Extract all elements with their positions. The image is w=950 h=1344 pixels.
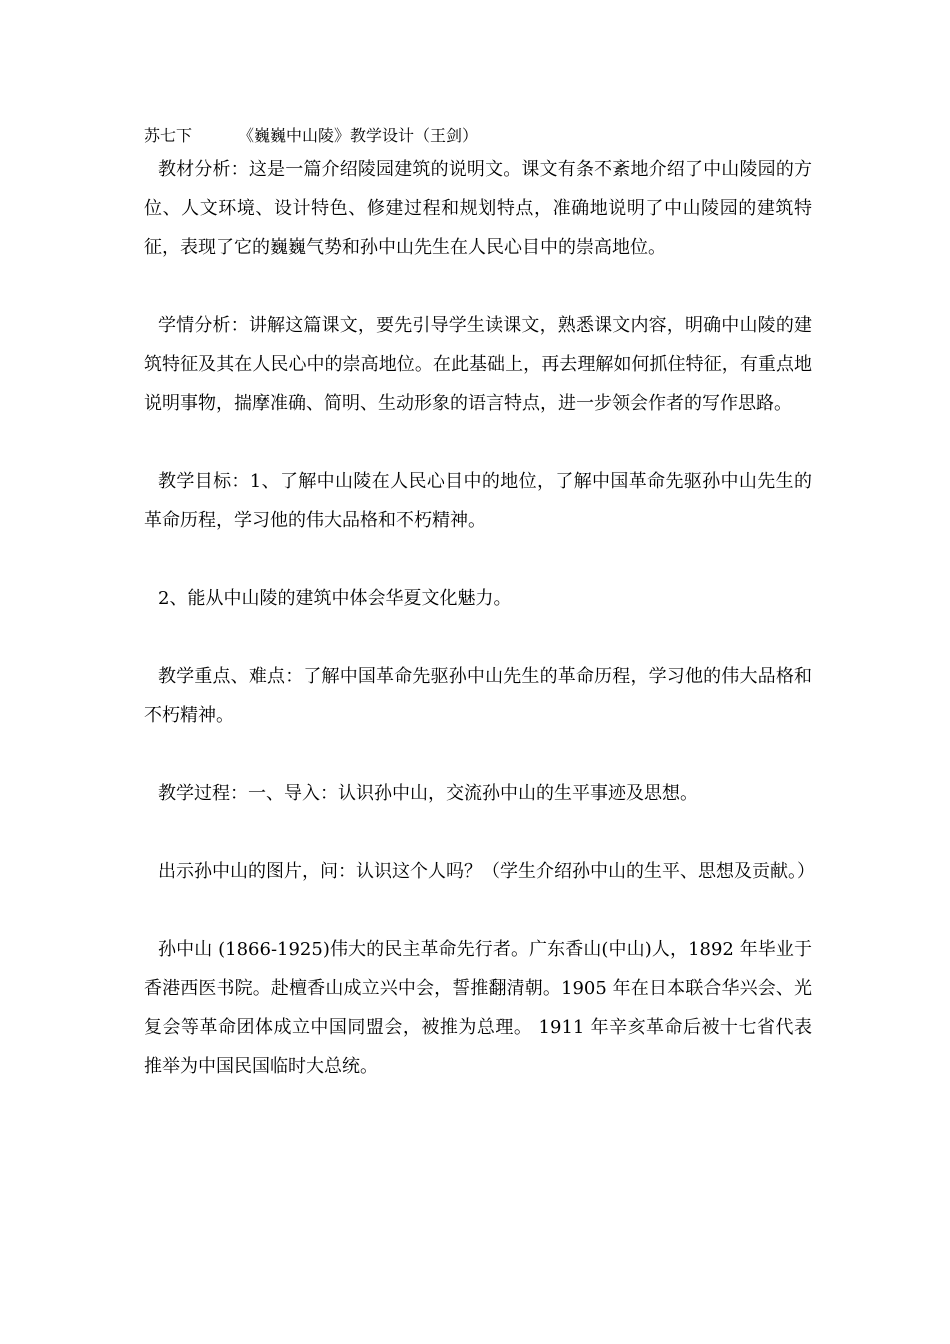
paragraph-student-analysis: 学情分析：讲解这篇课文，要先引导学生读课文，熟悉课文内容，明确中山陵的建筑特征及其在人民心中的崇高地位。在此基础上，再去理解如何抓住特征，有重点地说明事物，揣摩准确、简明、生动形象的语言特点，进一步领会作者的写作思路。 [144,315,812,414]
blank-line [144,735,812,774]
document-page [144,122,815,1086]
paragraph-textbook-analysis: 教材分析：这是一篇介绍陵园建筑的说明文。课文有条不紊地介绍了中山陵园的方位、人文环境、设计特色、修建过程和规划特点，准确地说明了中山陵园的建筑特征，表现了它的巍巍气势和孙中山先生在人民心目中的崇高地位。 [144,159,812,258]
paragraph-teaching-process: 教学过程：一、导入：认识孙中山，交流孙中山的生平事迹及思想。 [158,783,698,804]
paragraph-goal-two: 2、能从中山陵的建筑中体会华夏文化魅力。 [158,588,512,609]
grade-label: 苏七下 [144,126,193,145]
blank-line [144,267,812,306]
blank-line [144,891,812,930]
paragraph-show-picture: 出示孙中山的图片，问：认识这个人吗？（学生介绍孙中山的生平、思想及贡献。） [158,861,815,882]
document-title-line [144,122,812,150]
blank-line [144,540,812,579]
blank-line [144,423,812,462]
paragraph-key-points: 教学重点、难点：了解中国革命先驱孙中山先生的革命历程，学习他的伟大品格和不朽精神。 [144,666,812,726]
document-title: 《巍巍中山陵》教学设计（王剑） [238,126,479,145]
blank-line [144,618,812,657]
blank-line [144,813,812,852]
paragraph-sun-yat-sen-bio: 孙中山 (1866-1925)伟大的民主革命先行者。广东香山(中山)人，1892 年毕业于香港西医书院。赴檀香山成立兴中会，誓推翻清朝。1905 年在日本联合华兴会、光复会等革命团体成立中国同盟会，被推为总理。 1911 年辛亥革命后被十七省代表推举为中国民国临时大总统。 [144,939,812,1077]
paragraph-teaching-goals: 教学目标：1、了解中山陵在人民心目中的地位，了解中国革命先驱孙中山先生的革命历程，学习他的伟大品格和不朽精神。 [144,471,812,531]
